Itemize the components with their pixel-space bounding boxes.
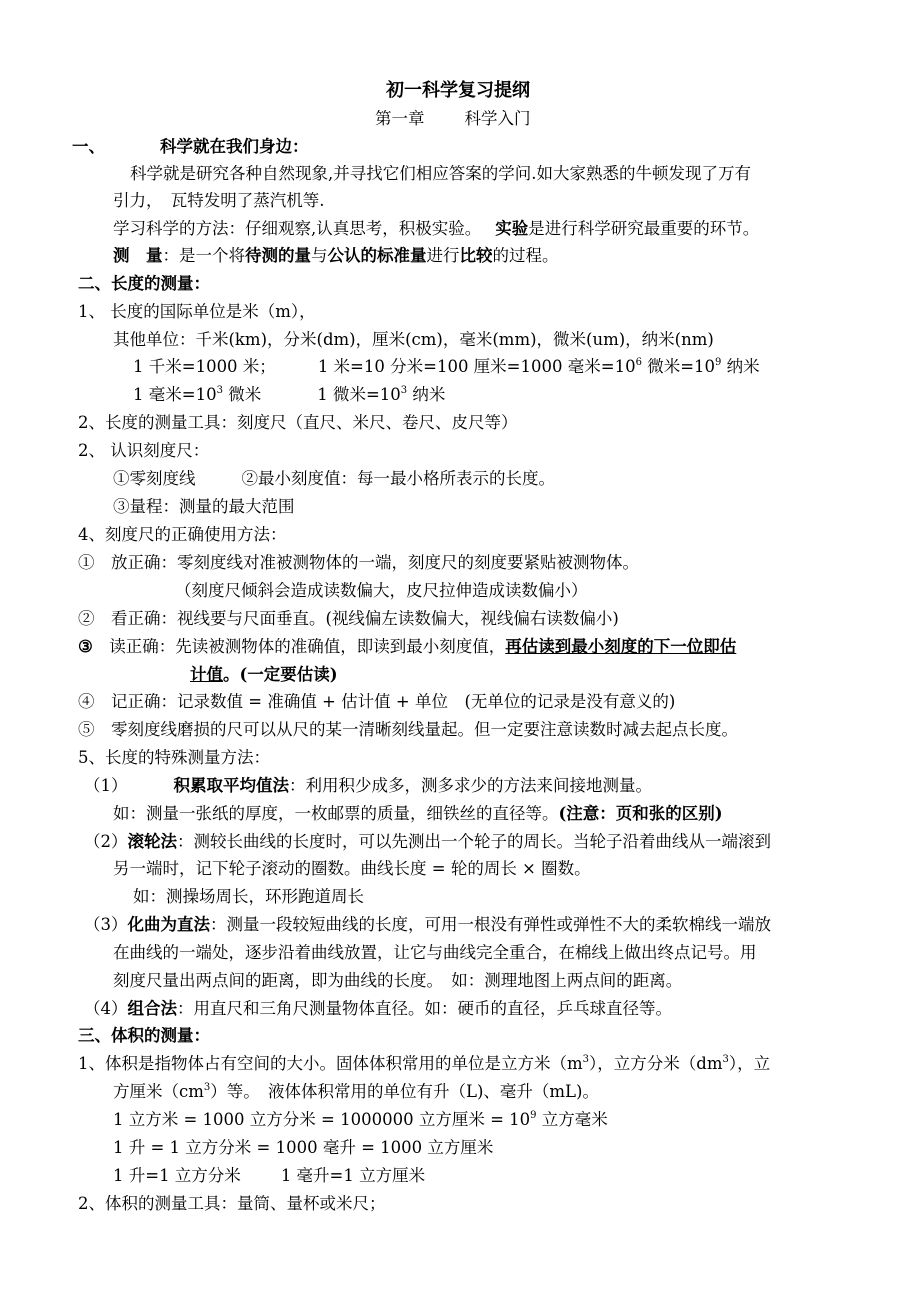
special-method-1-example — [113, 804, 723, 824]
usage-step-3-cont — [190, 665, 338, 685]
ruler-part: ①零刻度线 — [113, 469, 196, 488]
special-method-2-cont: 另一端时，记下轮子滚动的圈数。曲线长度 = 轮的周长 × 圈数。 — [113, 859, 591, 878]
measure-bold: 公认的标准量 — [327, 246, 427, 265]
step-number: ③ — [78, 637, 93, 656]
method-number: （4） — [84, 999, 128, 1018]
usage-step-2: ② 看正确：视线要与尺面垂直。(视线偏左读数偏大，视线偏右读数偏小) — [78, 609, 619, 628]
conversion-text: 1 千米=1000 米； — [133, 357, 276, 376]
method-example: 如：测量一张纸的厚度，一枚邮票的质量，细铁丝的直径等。 — [113, 804, 559, 823]
s1-paragraph-line: 科学就是研究各种自然现象,并寻找它们相应答案的学问.如大家熟悉的牛顿发现了万有 — [130, 164, 751, 183]
exponent: 6 — [635, 357, 642, 368]
volume-text: 1、体积是指物体占有空间的大小。固体体积常用的单位是立方米（m — [78, 1054, 583, 1073]
chapter-heading — [375, 109, 531, 129]
conversion-text: 1 微米=10 — [317, 385, 401, 404]
exponent: 9 — [715, 357, 722, 368]
step-emphasis: 计值 — [190, 665, 223, 684]
exponent: 3 — [400, 385, 408, 396]
ruler-parts-line — [113, 469, 555, 489]
method-name: 组合法 — [127, 999, 177, 1018]
measure-label: 测 量 — [113, 246, 163, 265]
section-3-heading: 三、体积的测量： — [78, 1026, 210, 1045]
section-2-heading: 二、长度的测量： — [78, 274, 210, 293]
exponent: 3 — [216, 385, 223, 396]
method-name: 积累取平均值法 — [173, 776, 289, 795]
exponent: 3 — [203, 1082, 211, 1093]
exponent: 9 — [530, 1110, 537, 1121]
measure-text: ：是一个将 — [162, 246, 245, 265]
special-method-3-cont: 刻度尺量出两点间的距离，即为曲线的长度。 如：测理地图上两点间的距离。 — [113, 971, 683, 990]
volume-conversion-line-1 — [113, 1110, 608, 1130]
section-1-heading: 科学就在我们身边： — [160, 137, 309, 156]
conversion-text: 1 毫升=1 立方厘米 — [280, 1166, 426, 1185]
volume-text: ），立 — [728, 1054, 771, 1073]
volume-text: 方厘米（cm — [113, 1082, 204, 1101]
measure-text: 与 — [311, 246, 328, 265]
usage-step-5: ⑤ 零刻度线磨损的尺可以从尺的某一清晰刻线量起。但一定要注意读数时减去起点长度。 — [78, 720, 738, 739]
special-method-2-example: 如：测操场周长，环形跑道周长 — [133, 887, 364, 906]
volume-text: ）等。 液体体积常用的单位有升（L)、毫升（mL)。 — [210, 1082, 599, 1101]
step-text: 读正确：先读被测物体的准确值，即读到最小刻度值， — [92, 637, 506, 656]
length-item-4: 4、刻度尺的正确使用方法： — [78, 525, 287, 544]
method-text: ：利用积少成多，测多求少的方法来间接地测量。 — [289, 776, 652, 795]
conversion-text: 1 米=10 分米=100 厘米=1000 毫米=10 — [317, 357, 636, 376]
measure-bold: 待测的量 — [245, 246, 311, 265]
volume-conversion-line-2: 1 升 = 1 立方分米 = 1000 毫升 = 1000 立方厘米 — [113, 1138, 494, 1157]
method-note: (注意：页和张的区别) — [558, 804, 723, 823]
method-text: 学习科学的方法：仔细观察,认真思考，积极实验。 — [113, 219, 482, 238]
length-item-3: 2、 认识刻度尺： — [78, 441, 210, 460]
special-method-3-cont: 在曲线的一端处，逐步沿着曲线放置，让它与曲线完全重合，在棉线上做出终点记号。用 — [113, 943, 757, 962]
method-text: ：用直尺和三角尺测量物体直径。如：硬币的直径，乒乓球直径等。 — [177, 999, 672, 1018]
volume-item-1-cont — [113, 1082, 599, 1102]
chapter-number: 第一章 — [375, 109, 425, 128]
s1-method-line — [113, 219, 759, 239]
experiment-bold: 实验 — [495, 219, 529, 238]
usage-step-1-note: （刻度尺倾斜会造成读数偏大，皮尺拉伸造成读数偏小） — [175, 581, 588, 600]
special-method-1 — [84, 776, 652, 796]
method-name: 化曲为直法 — [127, 915, 210, 934]
special-method-2 — [84, 832, 771, 852]
conversion-text: 微米=10 — [641, 357, 716, 376]
method-text: ：测量一段较短曲线的长度，可用一根没有弹性或弹性不大的柔软棉线一端放 — [210, 915, 771, 934]
s1-measure-line — [113, 246, 559, 266]
measure-text: 进行 — [426, 246, 460, 265]
conversion-text: 立方毫米 — [536, 1110, 608, 1129]
method-text: ：测较长曲线的长度时，可以先测出一个轮子的周长。当轮子沿着曲线从一端滚到 — [177, 832, 771, 851]
section-1-number: 一、 — [72, 137, 105, 156]
ruler-part: ②最小刻度值：每一最小格所表示的长度。 — [241, 469, 555, 488]
measure-text: 的过程。 — [492, 246, 559, 265]
length-units-line: 其他单位：千米(km)，分米(dm)，厘米(cm)，毫米(mm)，微米(um)，纳米(nm) — [113, 330, 714, 349]
step-emphasis: 。(一定要估读) — [223, 665, 338, 684]
conversion-text: 1 立方米 = 1000 立方分米 = 1000000 立方厘米 = 10 — [113, 1110, 531, 1129]
volume-conversion-line-3 — [113, 1166, 425, 1186]
conversion-text: 微米 — [222, 385, 262, 404]
length-conversion-line-2 — [133, 385, 445, 405]
measure-bold: 比较 — [459, 246, 493, 265]
exponent: 3 — [722, 1054, 729, 1065]
conversion-text: 1 升=1 立方分米 — [113, 1166, 241, 1185]
length-item-2: 2、长度的测量工具：刻度尺（直尺、米尺、卷尺、皮尺等） — [78, 413, 518, 432]
method-number: （3） — [84, 915, 128, 934]
special-method-4 — [84, 999, 672, 1019]
volume-item-1 — [78, 1054, 770, 1074]
special-method-3 — [84, 915, 771, 935]
method-name: 滚轮法 — [127, 832, 177, 851]
length-item-1: 1、 长度的国际单位是米（m）， — [78, 302, 316, 321]
s1-paragraph-line: 引力， 瓦特发明了蒸汽机等. — [113, 191, 325, 210]
conversion-text: 纳米 — [407, 385, 446, 404]
volume-item-2: 2、体积的测量工具：量筒、量杯或米尺； — [78, 1194, 386, 1213]
usage-step-1: ① 放正确：零刻度线对准被测物体的一端，刻度尺的刻度要紧贴被测物体。 — [78, 553, 639, 572]
conversion-text: 纳米 — [721, 357, 760, 376]
chapter-name: 科学入门 — [464, 109, 531, 128]
length-item-5: 5、长度的特殊测量方法： — [78, 748, 270, 767]
method-number: （2） — [84, 832, 128, 851]
volume-text: ），立方分米（dm — [589, 1054, 723, 1073]
step-emphasis: 再估读到最小刻度的下一位即估 — [505, 637, 737, 656]
method-number: （1） — [84, 776, 128, 795]
conversion-text: 1 毫米=10 — [133, 385, 217, 404]
usage-step-3 — [78, 637, 736, 657]
exponent: 3 — [582, 1054, 590, 1065]
document-title: 初一科学复习提纲 — [386, 80, 530, 101]
method-tail: 是进行科学研究最重要的环节。 — [528, 219, 760, 238]
length-conversion-line-1 — [133, 357, 760, 377]
usage-step-4: ④ 记正确：记录数值 = 准确值 + 估计值 + 单位 (无单位的记录是没有意义的) — [78, 692, 676, 711]
ruler-range-line: ③量程：测量的最大范围 — [113, 497, 295, 516]
